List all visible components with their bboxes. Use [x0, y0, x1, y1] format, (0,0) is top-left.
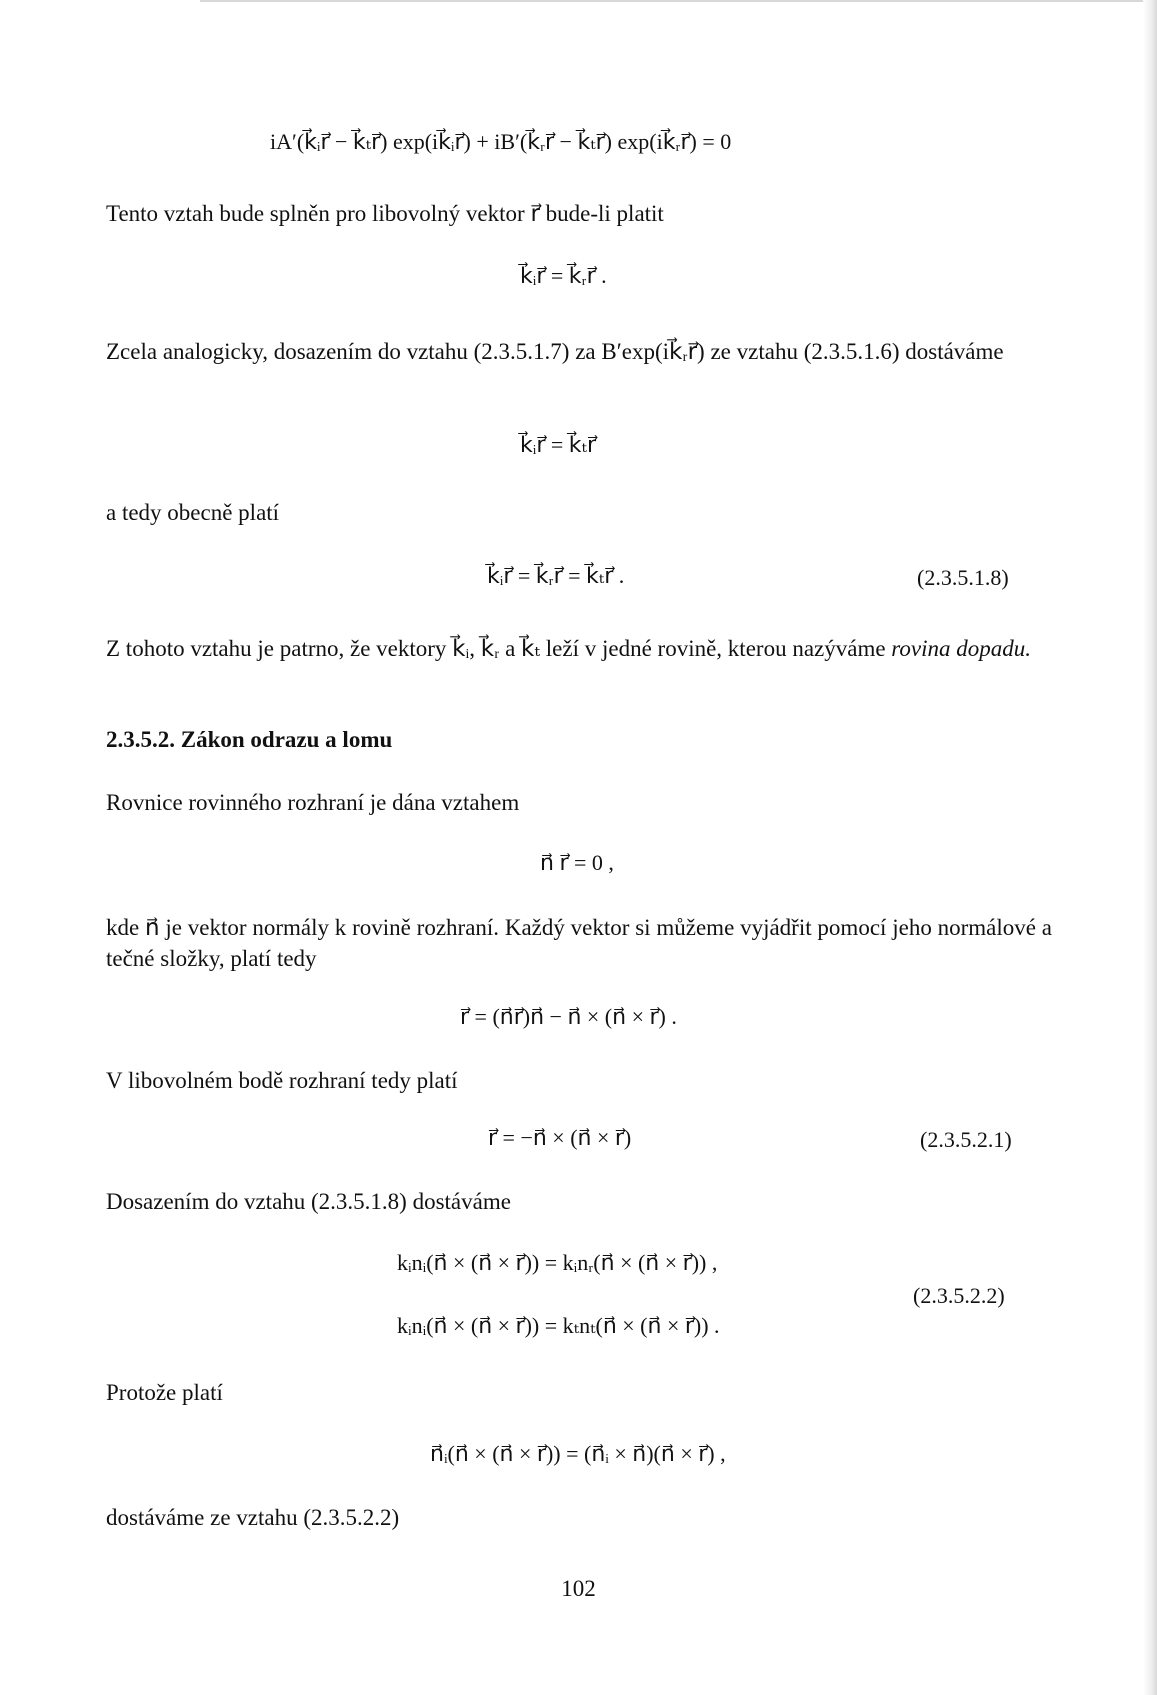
paragraph-condition: Tento vztah bude splněn pro libovolný vektor r⃗ bude-li platit: [106, 201, 664, 226]
equation-ki-kr: k⃗ᵢr⃗ = k⃗ᵣr⃗ .: [520, 263, 607, 288]
equation-number-2-3-5-2-1: (2.3.5.2.1): [920, 1127, 1012, 1152]
paragraph-because: Protože platí: [106, 1380, 223, 1405]
equation-number-2-3-5-1-8: (2.3.5.1.8): [917, 565, 1009, 590]
scan-top-line: [200, 0, 1157, 2]
equation-ki-kt: k⃗ᵢr⃗ = k⃗ₜr⃗: [520, 432, 597, 457]
paragraph-normal-vector: kde n⃗ je vektor normály k rovině rozhraní. Každý vektor si můžeme vyjádřit pomocí jeho normálové a tečné složky, platí tedy: [106, 915, 1052, 971]
paragraph-from-relation: dostáváme ze vztahu (2.3.5.2.2): [106, 1505, 400, 1530]
paragraph-arbitrary-point: V libovolném bodě rozhraní tedy platí: [106, 1068, 458, 1093]
paragraph-plane-equation: Rovnice rovinného rozhraní je dána vztahem: [106, 790, 520, 815]
equation-number-2-3-5-2-2: (2.3.5.2.2): [913, 1283, 1005, 1308]
equation-plane: n⃗ r⃗ = 0 ,: [540, 850, 614, 875]
plane-text: Z tohoto vztahu je patrno, že vektory k⃗ᵢ, k⃗ᵣ a k⃗ₜ leží v jedné rovině, kterou nazýváme: [106, 636, 892, 661]
paragraph-generally: a tedy obecně platí: [106, 500, 280, 525]
plane-of-incidence-term: rovina dopadu.: [891, 636, 1031, 661]
equation-vector-identity: n⃗ᵢ(n⃗ × (n⃗ × r⃗)) = (n⃗ᵢ × n⃗)(n⃗ × r⃗) ,: [430, 1441, 726, 1466]
paragraph-analogy: Zcela analogicky, dosazením do vztahu (2.3.5.1.7) za B′exp(ik⃗ᵣr⃗) ze vztahu (2.3.5.1.6) dostáváme: [106, 339, 1004, 364]
equation-decomposition: r⃗ = (n⃗r⃗)n⃗ − n⃗ × (n⃗ × r⃗) .: [460, 1004, 677, 1029]
paragraph-substitution: Dosazením do vztahu (2.3.5.1.8) dostáváme: [106, 1189, 511, 1214]
equation-refraction: kᵢnᵢ(n⃗ × (n⃗ × r⃗)) = kₜnₜ(n⃗ × (n⃗ × r⃗)) .: [397, 1313, 720, 1338]
equation-tangential: r⃗ = −n⃗ × (n⃗ × r⃗): [488, 1125, 632, 1150]
section-heading: 2.3.5.2. Zákon odrazu a lomu: [106, 727, 393, 752]
paragraph-plane-of-incidence: [106, 633, 1052, 664]
equation-all-equal: k⃗ᵢr⃗ = k⃗ᵣr⃗ = k⃗ₜr⃗ .: [487, 563, 625, 588]
page-number: 102: [561, 1576, 596, 1601]
scan-edge-shadow: [1143, 0, 1157, 1695]
equation-reflection: kᵢnᵢ(n⃗ × (n⃗ × r⃗)) = kᵢnᵣ(n⃗ × (n⃗ × r⃗)) ,: [397, 1250, 718, 1275]
equation-boundary-condition: iA′(k⃗ᵢr⃗ − k⃗ₜr⃗) exp(ik⃗ᵢr⃗) + iB′(k⃗ᵣr⃗ − k⃗ₜr⃗) exp(ik⃗ᵣr⃗) = 0: [270, 129, 732, 154]
